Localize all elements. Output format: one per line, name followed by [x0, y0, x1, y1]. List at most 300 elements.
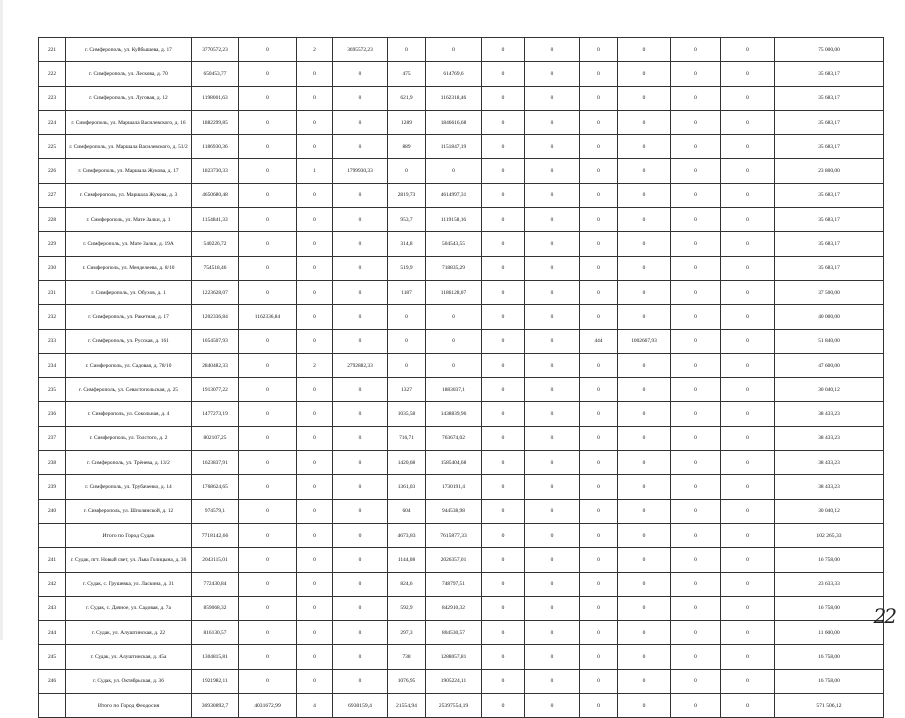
value-cell: 0: [671, 694, 721, 718]
value-cell: 0: [618, 353, 671, 377]
value-cell: 0: [721, 256, 775, 280]
subtotal-row: [39, 694, 884, 718]
value-cell: 0: [333, 645, 388, 669]
value-cell: 0: [721, 572, 775, 596]
value-cell: 0: [618, 159, 671, 183]
value-cell: 1361,03: [388, 475, 426, 499]
value-cell: 0: [525, 86, 580, 110]
value-cell: 0: [333, 499, 388, 523]
value-cell: 0: [333, 378, 388, 402]
value-cell: 0: [525, 523, 580, 547]
address-cell: г. Симферополь, ул. Мате Залки, д. 19А: [66, 232, 192, 256]
handwritten-page-number: 22: [873, 604, 895, 628]
value-cell: 0: [671, 38, 721, 62]
value-cell: 0: [239, 329, 297, 353]
value-cell: 0: [525, 669, 580, 693]
value-cell: 35 683,17: [775, 110, 884, 134]
value-cell: 0: [482, 305, 525, 329]
value-cell: 0: [297, 232, 333, 256]
value-cell: 0: [333, 621, 388, 645]
value-cell: 1144,08: [388, 548, 426, 572]
value-cell: 0: [525, 135, 580, 159]
table-row: [39, 232, 884, 256]
value-cell: 1162318,46: [426, 86, 482, 110]
value-cell: 1304815,81: [192, 645, 239, 669]
value-cell: 650453,77: [192, 62, 239, 86]
value-cell: 35 683,17: [775, 232, 884, 256]
value-cell: 0: [482, 232, 525, 256]
value-cell: 30 040,12: [775, 499, 884, 523]
value-cell: 0: [525, 572, 580, 596]
row-number-cell: 236: [39, 402, 66, 426]
value-cell: 0: [239, 426, 297, 450]
value-cell: 0: [239, 256, 297, 280]
value-cell: 0: [721, 426, 775, 450]
value-cell: 0: [297, 280, 333, 304]
value-cell: 0: [525, 645, 580, 669]
value-cell: 0: [239, 183, 297, 207]
value-cell: 0: [239, 38, 297, 62]
value-cell: 0: [721, 548, 775, 572]
value-cell: 0: [721, 183, 775, 207]
value-cell: 0: [671, 669, 721, 693]
value-cell: 0: [671, 451, 721, 475]
value-cell: 0: [297, 256, 333, 280]
value-cell: 0: [525, 38, 580, 62]
address-cell: г. Симферополь, ул. Менделеева, д. 8/10: [66, 256, 192, 280]
value-cell: 0: [671, 475, 721, 499]
value-cell: 0: [482, 475, 525, 499]
value-cell: 0: [333, 523, 388, 547]
table-row: [39, 305, 884, 329]
table-row: [39, 353, 884, 377]
value-cell: 35 683,17: [775, 256, 884, 280]
value-cell: 0: [388, 305, 426, 329]
value-cell: 1076,95: [388, 669, 426, 693]
value-cell: 0: [671, 621, 721, 645]
value-cell: 0: [333, 256, 388, 280]
value-cell: 0: [580, 451, 618, 475]
address-cell: г. Симферополь, ул. Луговая, д. 12: [66, 86, 192, 110]
value-cell: 0: [239, 280, 297, 304]
value-cell: 0: [580, 621, 618, 645]
value-cell: 25397554,19: [426, 694, 482, 718]
value-cell: 2819,73: [388, 183, 426, 207]
value-cell: 0: [580, 694, 618, 718]
value-cell: 1119158,16: [426, 208, 482, 232]
value-cell: 0: [482, 256, 525, 280]
value-cell: 804530,57: [426, 621, 482, 645]
value-cell: 0: [525, 232, 580, 256]
value-cell: 0: [580, 499, 618, 523]
value-cell: 504543,55: [426, 232, 482, 256]
row-number-cell: 225: [39, 135, 66, 159]
value-cell: 0: [297, 572, 333, 596]
value-cell: 21554,94: [388, 694, 426, 718]
value-cell: 614769,6: [426, 62, 482, 86]
value-cell: 0: [580, 208, 618, 232]
subtotal-row: [39, 523, 884, 547]
value-cell: 0: [580, 135, 618, 159]
value-cell: 0: [618, 402, 671, 426]
value-cell: 0: [525, 596, 580, 620]
value-cell: 816130,57: [192, 621, 239, 645]
value-cell: 0: [482, 451, 525, 475]
value-cell: 0: [618, 110, 671, 134]
value-cell: 1289: [388, 110, 426, 134]
value-cell: 0: [297, 523, 333, 547]
value-cell: 889: [388, 135, 426, 159]
value-cell: 0: [239, 572, 297, 596]
value-cell: 738: [388, 645, 426, 669]
value-cell: 0: [388, 159, 426, 183]
value-cell: 0: [482, 548, 525, 572]
value-cell: 0: [239, 62, 297, 86]
value-cell: 1154841,33: [192, 208, 239, 232]
value-cell: 35 683,17: [775, 135, 884, 159]
value-cell: 4650680,48: [192, 183, 239, 207]
value-cell: 0: [671, 110, 721, 134]
value-cell: 2792882,33: [333, 353, 388, 377]
value-cell: 0: [239, 669, 297, 693]
value-cell: 0: [333, 329, 388, 353]
row-number-cell: 232: [39, 305, 66, 329]
value-cell: 4614997,31: [426, 183, 482, 207]
value-cell: 0: [618, 645, 671, 669]
value-cell: 0: [482, 62, 525, 86]
value-cell: 0: [525, 110, 580, 134]
value-cell: 0: [239, 596, 297, 620]
table-row: [39, 378, 884, 402]
value-cell: 0: [333, 402, 388, 426]
value-cell: 0: [426, 159, 482, 183]
value-cell: 1186128,07: [426, 280, 482, 304]
value-cell: 38 433,23: [775, 475, 884, 499]
value-cell: 0: [297, 548, 333, 572]
value-cell: 1913077,22: [192, 378, 239, 402]
value-cell: 0: [525, 305, 580, 329]
value-cell: 47 600,00: [775, 353, 884, 377]
address-cell: г. Симферополь, ул. Обухов, д. 1: [66, 280, 192, 304]
row-number-cell: 233: [39, 329, 66, 353]
value-cell: 38 433,23: [775, 451, 884, 475]
value-cell: 763674,02: [426, 426, 482, 450]
value-cell: 0: [297, 378, 333, 402]
value-cell: 1: [297, 159, 333, 183]
value-cell: 16 758,00: [775, 645, 884, 669]
row-number-cell: 223: [39, 86, 66, 110]
value-cell: 0: [333, 232, 388, 256]
value-cell: 802107,25: [192, 426, 239, 450]
value-cell: 37 500,00: [775, 280, 884, 304]
register-table: [38, 37, 884, 718]
row-number-cell: 228: [39, 208, 66, 232]
value-cell: 0: [482, 499, 525, 523]
value-cell: 0: [671, 378, 721, 402]
value-cell: 297,3: [388, 621, 426, 645]
table-row: [39, 208, 884, 232]
value-cell: 0: [618, 378, 671, 402]
value-cell: 0: [333, 572, 388, 596]
value-cell: 0: [721, 305, 775, 329]
value-cell: 0: [525, 694, 580, 718]
value-cell: 0: [482, 280, 525, 304]
value-cell: 38 433,23: [775, 402, 884, 426]
value-cell: 0: [580, 572, 618, 596]
value-cell: 0: [671, 548, 721, 572]
value-cell: 36930892,7: [192, 694, 239, 718]
value-cell: 0: [618, 548, 671, 572]
value-cell: 0: [482, 572, 525, 596]
value-cell: 3770572,23: [192, 38, 239, 62]
address-cell: Итого по Город Судак: [66, 523, 192, 547]
table-row: [39, 451, 884, 475]
value-cell: 0: [671, 499, 721, 523]
value-cell: 0: [525, 183, 580, 207]
value-cell: 0: [297, 305, 333, 329]
table-row: [39, 135, 884, 159]
value-cell: 475: [388, 62, 426, 86]
value-cell: 0: [671, 159, 721, 183]
value-cell: 1921982,11: [192, 669, 239, 693]
value-cell: 40 000,00: [775, 305, 884, 329]
table-row: [39, 110, 884, 134]
value-cell: 772430,84: [192, 572, 239, 596]
address-cell: г. Судак, с. Грушевка, ул. Ласкина, д. 31: [66, 572, 192, 596]
table-row: [39, 183, 884, 207]
value-cell: 1477273,19: [192, 402, 239, 426]
value-cell: 0: [721, 62, 775, 86]
row-number-cell: 243: [39, 596, 66, 620]
value-cell: 0: [671, 62, 721, 86]
value-cell: 1585404,68: [426, 451, 482, 475]
value-cell: 859068,32: [192, 596, 239, 620]
row-number-cell: 231: [39, 280, 66, 304]
row-number-cell: [39, 694, 66, 718]
value-cell: 0: [580, 86, 618, 110]
table-row: [39, 475, 884, 499]
value-cell: 519,9: [388, 256, 426, 280]
address-cell: г. Симферополь, ул. Куйбышева, д. 17: [66, 38, 192, 62]
table-row: [39, 256, 884, 280]
value-cell: 0: [671, 280, 721, 304]
address-cell: г. Судак, с. Дачное, ул. Садовая, д. 7а: [66, 596, 192, 620]
value-cell: 0: [580, 183, 618, 207]
value-cell: 0: [580, 159, 618, 183]
value-cell: 7718142,66: [192, 523, 239, 547]
row-number-cell: 226: [39, 159, 66, 183]
value-cell: 0: [721, 135, 775, 159]
value-cell: 1438839,96: [426, 402, 482, 426]
value-cell: 23 800,00: [775, 159, 884, 183]
value-cell: 0: [525, 62, 580, 86]
value-cell: 314,8: [388, 232, 426, 256]
value-cell: 0: [618, 280, 671, 304]
value-cell: 0: [580, 305, 618, 329]
value-cell: 0: [297, 135, 333, 159]
row-number-cell: 245: [39, 645, 66, 669]
value-cell: 540226,72: [192, 232, 239, 256]
address-cell: г. Судак, пгт. Новый свет, ул. Льва Голицына, д. 36: [66, 548, 192, 572]
value-cell: 0: [239, 499, 297, 523]
value-cell: 0: [333, 280, 388, 304]
value-cell: 0: [297, 451, 333, 475]
value-cell: 0: [426, 329, 482, 353]
value-cell: 0: [618, 475, 671, 499]
address-cell: г. Симферополь, ул. Лескова, д. 70: [66, 62, 192, 86]
value-cell: 0: [297, 183, 333, 207]
value-cell: 1186930,36: [192, 135, 239, 159]
value-cell: 0: [482, 86, 525, 110]
value-cell: 0: [333, 86, 388, 110]
value-cell: 0: [239, 135, 297, 159]
value-cell: 0: [580, 523, 618, 547]
value-cell: 0: [580, 426, 618, 450]
value-cell: 0: [297, 402, 333, 426]
value-cell: 0: [618, 305, 671, 329]
value-cell: 0: [239, 523, 297, 547]
table-row: [39, 86, 884, 110]
value-cell: 0: [525, 548, 580, 572]
value-cell: 0: [721, 232, 775, 256]
value-cell: 0: [297, 596, 333, 620]
value-cell: 0: [618, 135, 671, 159]
value-cell: 0: [333, 548, 388, 572]
value-cell: 0: [239, 353, 297, 377]
value-cell: 0: [482, 378, 525, 402]
value-cell: 0: [580, 596, 618, 620]
value-cell: 0: [618, 86, 671, 110]
address-cell: г. Симферополь, ул. Русская, д. 161: [66, 329, 192, 353]
value-cell: 51 840,00: [775, 329, 884, 353]
value-cell: 0: [482, 426, 525, 450]
value-cell: 0: [525, 353, 580, 377]
row-number-cell: 227: [39, 183, 66, 207]
value-cell: 0: [618, 572, 671, 596]
row-number-cell: 241: [39, 548, 66, 572]
table-row: [39, 596, 884, 620]
value-cell: 0: [525, 378, 580, 402]
value-cell: 0: [333, 596, 388, 620]
value-cell: 0: [333, 669, 388, 693]
value-cell: 0: [671, 208, 721, 232]
value-cell: 0: [721, 280, 775, 304]
value-cell: 0: [333, 62, 388, 86]
address-cell: г. Судак, ул. Октябрьская, д. 36: [66, 669, 192, 693]
value-cell: 0: [333, 475, 388, 499]
row-number-cell: 238: [39, 451, 66, 475]
value-cell: 0: [482, 183, 525, 207]
value-cell: 23 633,33: [775, 572, 884, 596]
value-cell: 0: [239, 378, 297, 402]
address-cell: Итого по Город Феодосия: [66, 694, 192, 718]
table-row: [39, 426, 884, 450]
value-cell: 0: [482, 159, 525, 183]
row-number-cell: 235: [39, 378, 66, 402]
value-cell: 0: [721, 86, 775, 110]
address-cell: г. Симферополь, ул. Севастопольская, д. 25: [66, 378, 192, 402]
value-cell: 0: [239, 86, 297, 110]
value-cell: 0: [333, 135, 388, 159]
value-cell: 0: [721, 499, 775, 523]
value-cell: 0: [239, 232, 297, 256]
value-cell: 0: [525, 451, 580, 475]
value-cell: 4: [297, 694, 333, 718]
value-cell: 0: [525, 256, 580, 280]
value-cell: 30 040,12: [775, 378, 884, 402]
row-number-cell: 239: [39, 475, 66, 499]
value-cell: 0: [525, 621, 580, 645]
value-cell: 0: [482, 645, 525, 669]
row-number-cell: [39, 523, 66, 547]
value-cell: 0: [618, 256, 671, 280]
value-cell: 0: [580, 232, 618, 256]
value-cell: 0: [239, 621, 297, 645]
value-cell: 0: [721, 451, 775, 475]
table-row: [39, 38, 884, 62]
value-cell: 0: [525, 208, 580, 232]
value-cell: 0: [525, 426, 580, 450]
value-cell: 16 758,00: [775, 669, 884, 693]
value-cell: 0: [297, 499, 333, 523]
value-cell: 0: [721, 110, 775, 134]
value-cell: 4031672,99: [239, 694, 297, 718]
value-cell: 0: [297, 329, 333, 353]
value-cell: 0: [333, 208, 388, 232]
value-cell: 0: [239, 110, 297, 134]
value-cell: 1799930,33: [333, 159, 388, 183]
value-cell: 0: [671, 572, 721, 596]
value-cell: 0: [239, 402, 297, 426]
value-cell: 1162336,84: [239, 305, 297, 329]
value-cell: 102 265,33: [775, 523, 884, 547]
value-cell: 35 683,17: [775, 86, 884, 110]
value-cell: 0: [239, 159, 297, 183]
value-cell: 1823730,33: [192, 159, 239, 183]
value-cell: 0: [618, 669, 671, 693]
value-cell: 0: [618, 451, 671, 475]
value-cell: 0: [721, 38, 775, 62]
value-cell: 0: [297, 86, 333, 110]
value-cell: 0: [618, 499, 671, 523]
value-cell: 0: [482, 135, 525, 159]
value-cell: 2: [297, 353, 333, 377]
value-cell: 0: [297, 475, 333, 499]
value-cell: 0: [618, 62, 671, 86]
value-cell: 0: [482, 110, 525, 134]
value-cell: 0: [721, 402, 775, 426]
value-cell: 0: [426, 38, 482, 62]
value-cell: 0: [721, 208, 775, 232]
value-cell: 1623837,91: [192, 451, 239, 475]
value-cell: 0: [297, 110, 333, 134]
value-cell: 1202336,84: [192, 305, 239, 329]
value-cell: 0: [580, 475, 618, 499]
row-number-cell: 221: [39, 38, 66, 62]
value-cell: 592,9: [388, 596, 426, 620]
row-number-cell: 230: [39, 256, 66, 280]
value-cell: 0: [671, 329, 721, 353]
value-cell: 0: [721, 159, 775, 183]
address-cell: г. Симферополь, ул. Маршала Василевского, д. 51/2: [66, 135, 192, 159]
value-cell: 0: [525, 499, 580, 523]
value-cell: 2840482,33: [192, 353, 239, 377]
value-cell: 0: [671, 596, 721, 620]
address-cell: г. Симферополь, ул. Мате Залки, д. 1: [66, 208, 192, 232]
scan-edge: [0, 0, 3, 640]
value-cell: 0: [721, 329, 775, 353]
address-cell: г. Симферополь, ул. Трубаченко, д. 14: [66, 475, 192, 499]
